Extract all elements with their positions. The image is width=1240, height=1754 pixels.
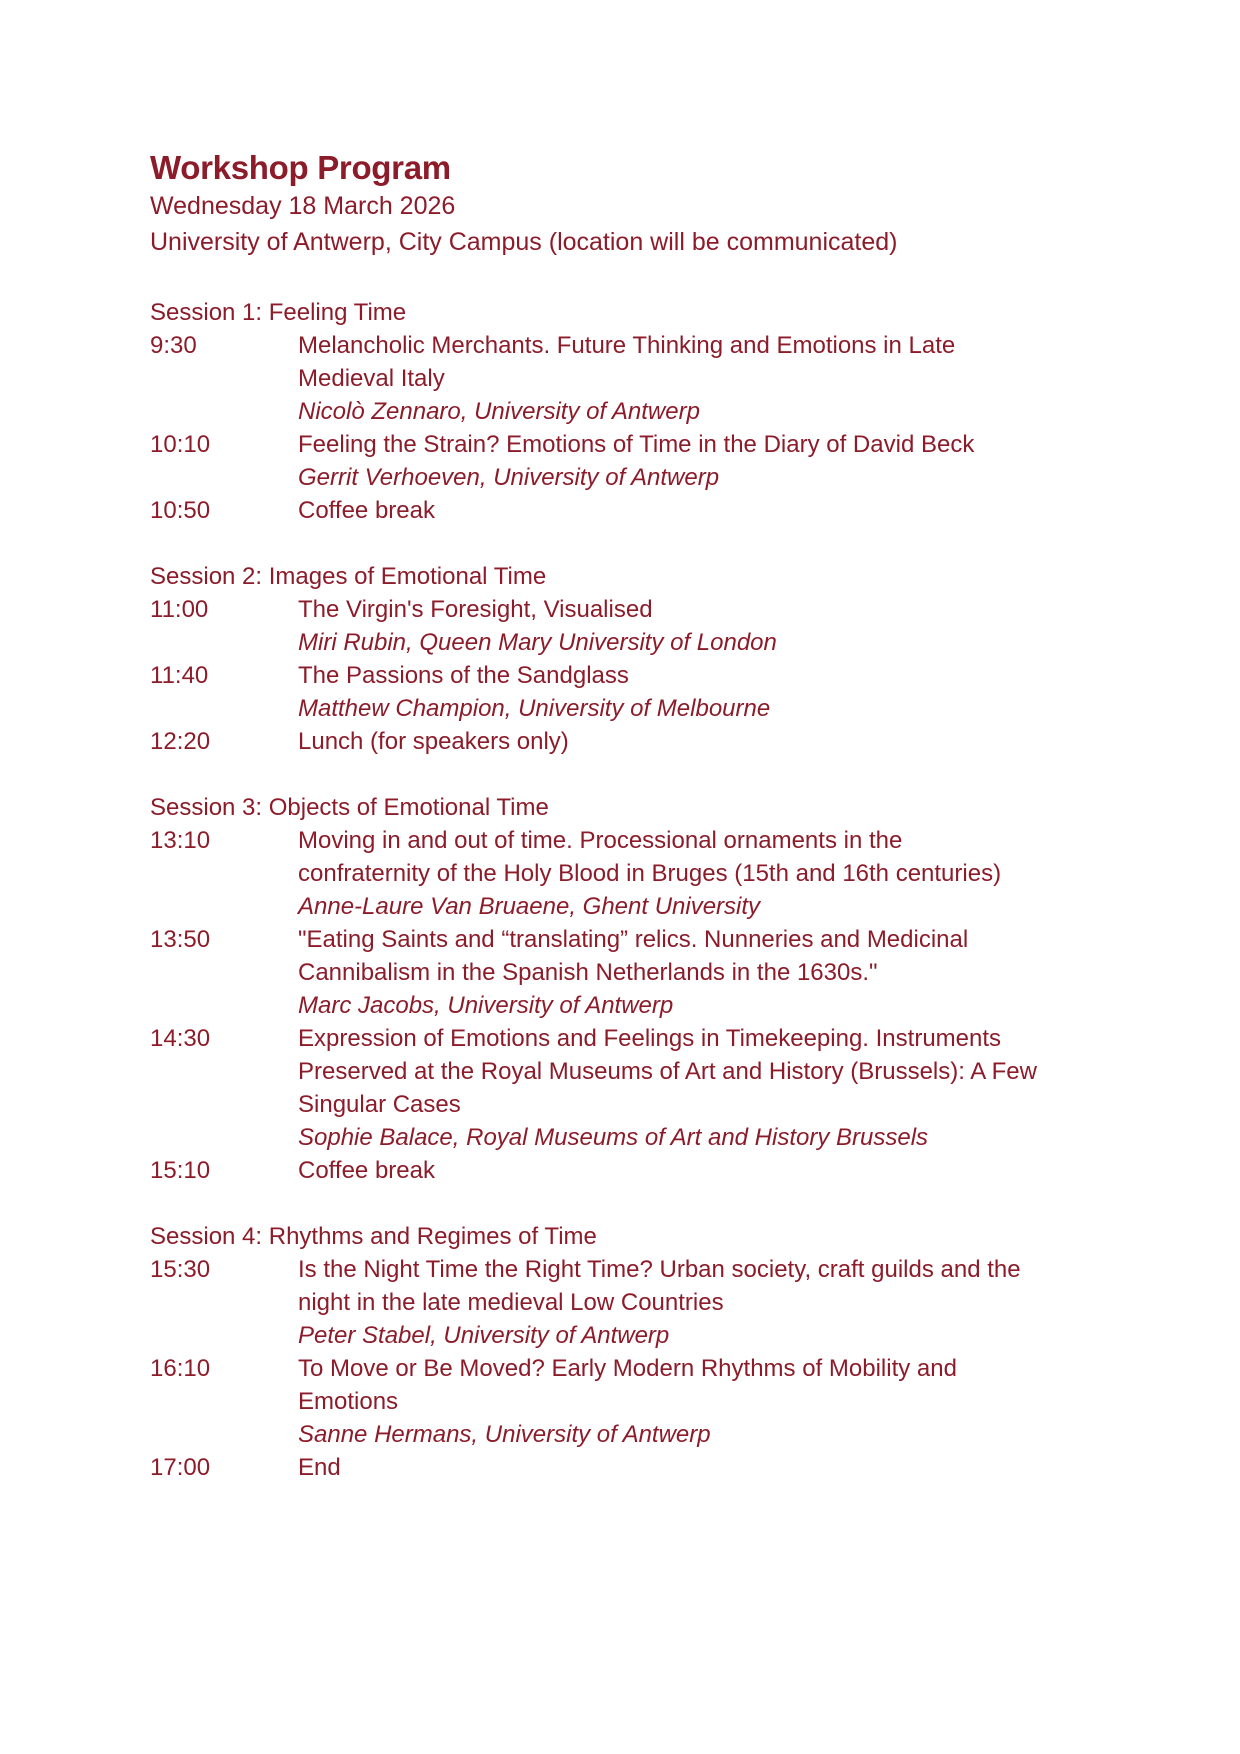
session-title: Session 3: Objects of Emotional Time bbox=[150, 794, 549, 821]
item-time: 11:40 bbox=[150, 662, 209, 689]
item-speaker: Anne-Laure Van Bruaene, Ghent University bbox=[298, 893, 761, 920]
item-speaker: Gerrit Verhoeven, University of Antwerp bbox=[298, 464, 720, 491]
item-speaker: Marc Jacobs, University of Antwerp bbox=[298, 992, 674, 1019]
item-title-line: Coffee break bbox=[298, 1157, 435, 1184]
session-title: Session 4: Rhythms and Regimes of Time bbox=[150, 1223, 597, 1250]
item-title-line: confraternity of the Holy Blood in Bruges (15th and 16th centuries) bbox=[298, 860, 1002, 887]
item-title-line: End bbox=[298, 1454, 341, 1481]
item-title-line: Coffee break bbox=[298, 497, 435, 524]
session-title: Session 2: Images of Emotional Time bbox=[150, 563, 547, 590]
item-title-line: Is the Night Time the Right Time? Urban society, craft guilds and the bbox=[298, 1256, 1021, 1283]
item-speaker: Nicolò Zennaro, University of Antwerp bbox=[298, 398, 700, 425]
program-item bbox=[150, 1253, 1110, 1352]
program-item bbox=[150, 329, 1110, 428]
item-title-line: Singular Cases bbox=[298, 1091, 461, 1118]
program-item bbox=[150, 1022, 1110, 1154]
item-time: 11:00 bbox=[150, 596, 209, 623]
program-item bbox=[150, 1451, 1110, 1484]
item-title-line: Feeling the Strain? Emotions of Time in the Diary of David Beck bbox=[298, 431, 975, 458]
item-content bbox=[298, 494, 1110, 527]
session-3 bbox=[150, 791, 1110, 1187]
item-content bbox=[298, 1154, 1110, 1187]
item-time: 16:10 bbox=[150, 1355, 211, 1382]
program-item bbox=[150, 659, 1110, 725]
item-title-line: Emotions bbox=[298, 1388, 399, 1415]
session-2 bbox=[150, 560, 1110, 758]
item-content bbox=[298, 1352, 1110, 1451]
item-title-line: night in the late medieval Low Countries bbox=[298, 1289, 724, 1316]
item-title-line: The Virgin's Foresight, Visualised bbox=[298, 596, 653, 623]
item-time: 9:30 bbox=[150, 332, 197, 359]
program-item bbox=[150, 494, 1110, 527]
program-item bbox=[150, 1154, 1110, 1187]
item-content bbox=[298, 329, 1110, 428]
session-1 bbox=[150, 296, 1110, 527]
item-time: 13:10 bbox=[150, 827, 211, 854]
item-title-line: Expression of Emotions and Feelings in Timekeeping. Instruments bbox=[298, 1025, 1002, 1052]
item-content bbox=[298, 1022, 1110, 1154]
page-title: Workshop Program bbox=[150, 149, 451, 186]
item-content bbox=[298, 593, 1110, 659]
program-item bbox=[150, 593, 1110, 659]
session-4 bbox=[150, 1220, 1110, 1484]
item-speaker: Peter Stabel, University of Antwerp bbox=[298, 1322, 670, 1349]
program-item bbox=[150, 923, 1110, 1022]
item-time: 14:30 bbox=[150, 1025, 211, 1052]
session-title: Session 1: Feeling Time bbox=[150, 299, 407, 326]
item-time: 13:50 bbox=[150, 926, 211, 953]
program-item bbox=[150, 725, 1110, 758]
item-content bbox=[298, 824, 1110, 923]
item-time: 12:20 bbox=[150, 728, 211, 755]
item-speaker: Sanne Hermans, University of Antwerp bbox=[298, 1421, 711, 1448]
item-title-line: Preserved at the Royal Museums of Art and History (Brussels): A Few bbox=[298, 1058, 1037, 1085]
item-content bbox=[298, 428, 1110, 494]
sessions-list bbox=[150, 296, 1110, 1484]
item-title-line: Medieval Italy bbox=[298, 365, 445, 392]
item-content bbox=[298, 1253, 1110, 1352]
item-time: 15:30 bbox=[150, 1256, 211, 1283]
item-speaker: Sophie Balace, Royal Museums of Art and History Brussels bbox=[298, 1124, 929, 1151]
item-time: 17:00 bbox=[150, 1454, 211, 1481]
item-time: 10:50 bbox=[150, 497, 211, 524]
item-speaker: Miri Rubin, Queen Mary University of London bbox=[298, 629, 777, 656]
item-time: 15:10 bbox=[150, 1157, 211, 1184]
program-item bbox=[150, 824, 1110, 923]
item-title-line: Melancholic Merchants. Future Thinking and Emotions in Late bbox=[298, 332, 956, 359]
item-content bbox=[298, 923, 1110, 1022]
item-content bbox=[298, 725, 1110, 758]
program-item bbox=[150, 428, 1110, 494]
item-title-line: The Passions of the Sandglass bbox=[298, 662, 629, 689]
program-page bbox=[150, 148, 1110, 1517]
item-title-line: "Eating Saints and “translating” relics. Nunneries and Medicinal bbox=[298, 926, 969, 953]
item-time: 10:10 bbox=[150, 431, 211, 458]
event-date: Wednesday 18 March 2026 bbox=[150, 192, 456, 220]
item-title-line: Lunch (for speakers only) bbox=[298, 728, 569, 755]
item-title-line: Moving in and out of time. Processional ornaments in the bbox=[298, 827, 903, 854]
item-content bbox=[298, 659, 1110, 725]
event-location: University of Antwerp, City Campus (location will be communicated) bbox=[150, 228, 898, 256]
program-item bbox=[150, 1352, 1110, 1451]
item-title-line: To Move or Be Moved? Early Modern Rhythms of Mobility and bbox=[298, 1355, 957, 1382]
item-title-line: Cannibalism in the Spanish Netherlands in the 1630s." bbox=[298, 959, 878, 986]
item-speaker: Matthew Champion, University of Melbourne bbox=[298, 695, 771, 722]
item-content bbox=[298, 1451, 1110, 1484]
